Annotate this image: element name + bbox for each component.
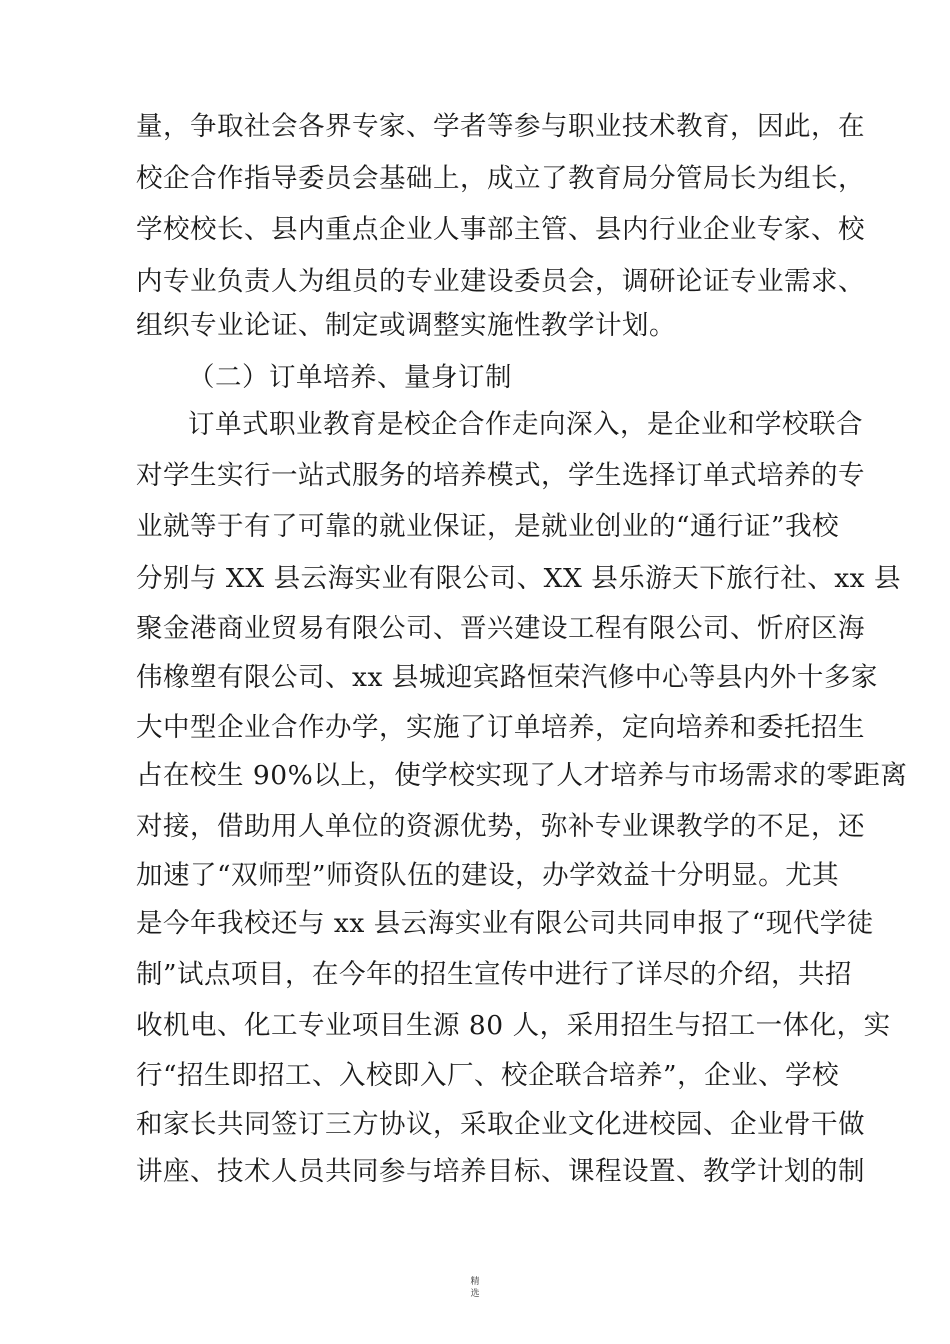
text-line: 对学生实行一站式服务的培养模式，学生选择订单式培养的专 xyxy=(136,460,865,491)
text-line: 是今年我校还与 xx 县云海实业有限公司共同申报了“现代学徒 xyxy=(136,908,874,939)
text-line: 组织专业论证、制定或调整实施性教学计划。 xyxy=(136,310,676,341)
section-heading: （二）订单培养、量身订制 xyxy=(188,362,512,393)
text-line: 聚金港商业贸易有限公司、晋兴建设工程有限公司、忻府区海 xyxy=(136,613,865,644)
text-line: 和家长共同签订三方协议，采取企业文化进校园、企业骨干做 xyxy=(136,1109,865,1140)
text-line: 大中型企业合作办学，实施了订单培养，定向培养和委托招生 xyxy=(136,712,865,743)
text-line: 伟橡塑有限公司、xx 县城迎宾路恒荣汽修中心等县内外十多家 xyxy=(136,662,878,693)
text-line: 分别与 XX 县云海实业有限公司、XX 县乐游天下旅行社、xx 县 xyxy=(136,563,902,594)
paragraph-first-line: 订单式职业教育是校企合作走向深入，是企业和学校联合 xyxy=(188,409,863,440)
text-line: 讲座、技术人员共同参与培养目标、课程设置、教学计划的制 xyxy=(136,1156,865,1187)
text-line: 量，争取社会各界专家、学者等参与职业技术教育，因此，在 xyxy=(136,111,865,142)
text-line: 加速了“双师型”师资队伍的建设，办学效益十分明显。尤其 xyxy=(136,860,840,891)
text-line: 制”试点项目，在今年的招生宣传中进行了详尽的介绍，共招 xyxy=(136,959,853,990)
text-line: 校企合作指导委员会基础上，成立了教育局分管局长为组长， xyxy=(136,163,865,194)
page-footer-mark xyxy=(463,1276,487,1300)
text-line: 业就等于有了可靠的就业保证，是就业创业的“通行证”我校 xyxy=(136,511,840,542)
footer-char: 选 xyxy=(470,1289,480,1299)
text-line: 占在校生 90%以上，使学校实现了人才培养与市场需求的零距离 xyxy=(136,760,908,791)
text-line: 行“招生即招工、入校即入厂、校企联合培养”，企业、学校 xyxy=(136,1060,840,1091)
text-line: 收机电、化工专业项目生源 80 人，采用招生与招工一体化，实 xyxy=(136,1010,891,1041)
footer-char: 精 xyxy=(470,1277,480,1287)
text-line: 对接，借助用人单位的资源优势，弥补专业课教学的不足，还 xyxy=(136,811,865,842)
text-line: 学校校长、县内重点企业人事部主管、县内行业企业专家、校 xyxy=(136,214,865,245)
text-line: 内专业负责人为组员的专业建设委员会，调研论证专业需求、 xyxy=(136,266,865,297)
